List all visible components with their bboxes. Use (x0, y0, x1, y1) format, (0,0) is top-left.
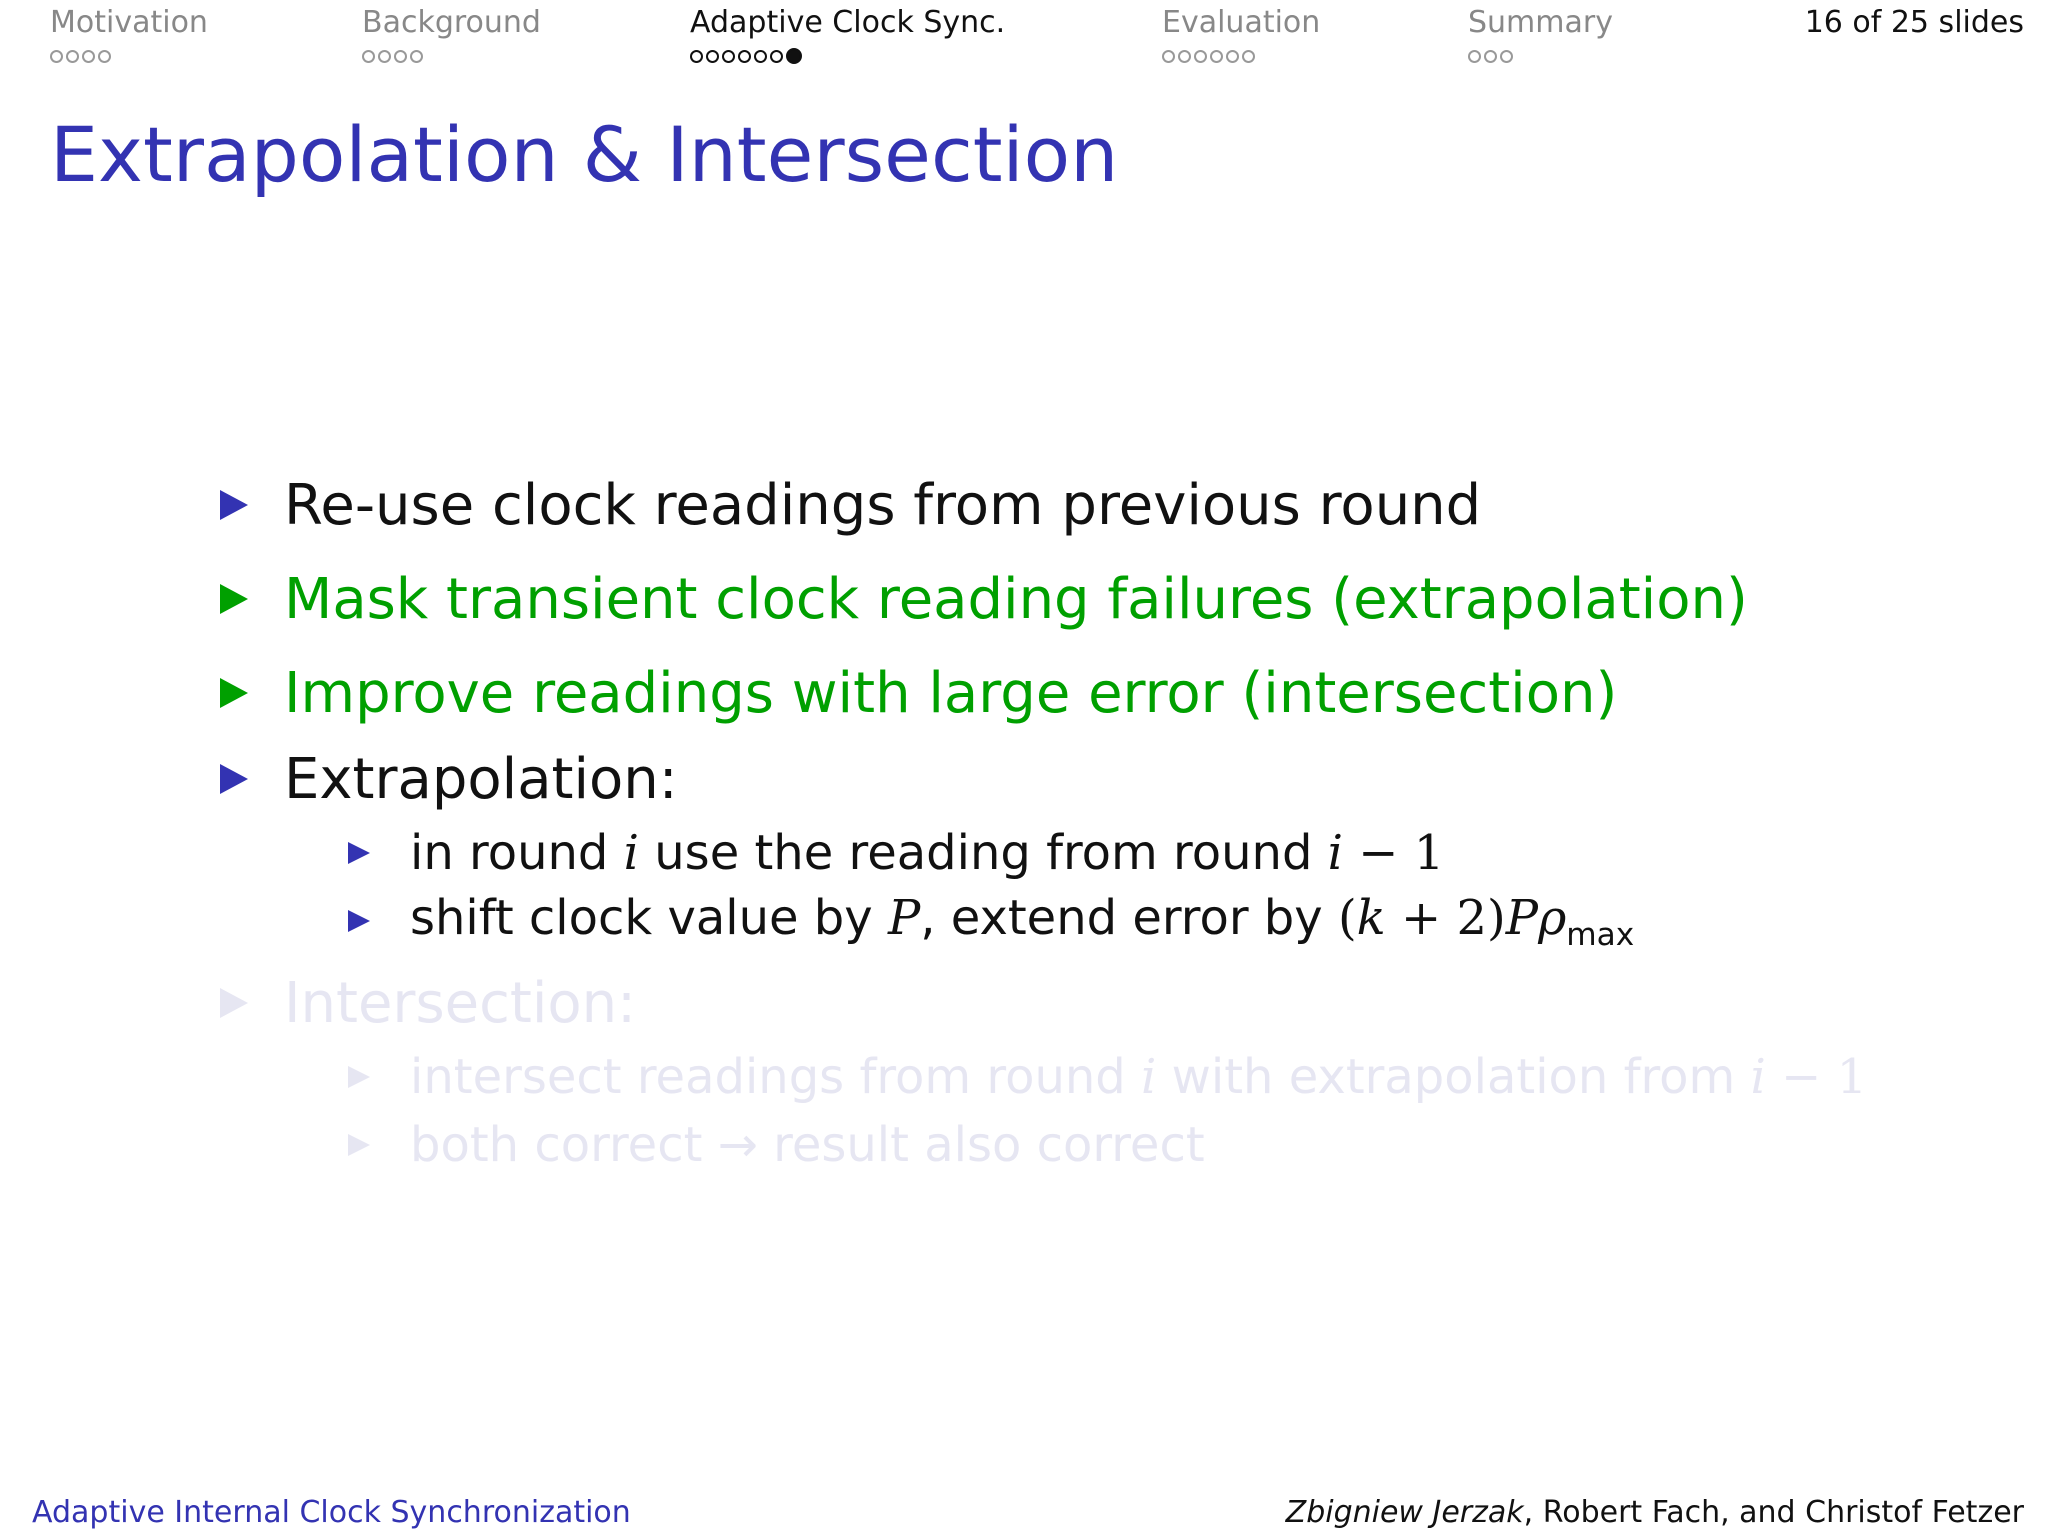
slide-dot[interactable] (1210, 50, 1223, 63)
nav-section-evaluation[interactable] (1162, 6, 1320, 65)
slide-dot[interactable] (50, 50, 63, 63)
bullet-triangle-icon (220, 584, 248, 614)
bullet-triangle-icon (220, 490, 248, 520)
slide-dot[interactable] (1484, 50, 1497, 63)
nav-section-label: Adaptive Clock Sync. (690, 5, 1006, 40)
slide-dot[interactable] (98, 50, 111, 63)
bullet-triangle-icon (220, 764, 248, 794)
slide-dot[interactable] (1468, 50, 1481, 63)
slide-dot[interactable] (82, 50, 95, 63)
sub-bullet-text: in round i use the reading from round i − 1 (410, 825, 1445, 881)
slide-dot[interactable] (378, 50, 391, 63)
bullet-item (220, 465, 1980, 545)
nav-progress-dots (1468, 47, 1613, 65)
nav-section-label: Evaluation (1162, 5, 1321, 40)
slide-dot[interactable] (1226, 50, 1239, 63)
slide-dot[interactable] (1500, 50, 1513, 63)
bullet-triangle-icon (348, 910, 370, 932)
bullet-text: Re-use clock readings from previous round (284, 472, 1482, 538)
slide-dot[interactable] (770, 50, 783, 63)
bullet-text: Intersection: (284, 970, 636, 1036)
slide-dot[interactable] (394, 50, 407, 63)
bullet-item (220, 653, 1980, 733)
current-slide-dot[interactable] (786, 48, 802, 64)
nav-section-label: Background (362, 5, 541, 40)
slide-dot[interactable] (410, 50, 423, 63)
nav-section-motivation[interactable] (50, 6, 208, 65)
nav-section-label: Motivation (50, 5, 208, 40)
nav-progress-dots (362, 47, 541, 65)
bullet-item (220, 559, 1980, 639)
footer-talk-title: Adaptive Internal Clock Synchronization (32, 1495, 631, 1530)
slide-dot[interactable] (1194, 50, 1207, 63)
nav-section-label: Summary (1468, 5, 1613, 40)
sub-bullet-text: shift clock value by P, extend error by $(k + 2)P\rho_{max}$ (410, 889, 1635, 953)
bullet-item (220, 739, 1980, 819)
slide-dot[interactable] (1162, 50, 1175, 63)
sub-bullet-text: both correct → result also correct (410, 1117, 1205, 1173)
slide-dot[interactable] (1178, 50, 1191, 63)
slide-dot[interactable] (362, 50, 375, 63)
nav-progress-dots (690, 47, 1005, 65)
sub-bullet-item (348, 1111, 1980, 1179)
bullet-text: Mask transient clock reading failures (extrapolation) (284, 566, 1748, 632)
footer-authors (1286, 1496, 2024, 1530)
slide-title: Extrapolation & Intersection (50, 110, 1119, 199)
bullet-triangle-icon (348, 1066, 370, 1088)
footer-presenter: Zbigniew Jerzak (1285, 1495, 1524, 1530)
sub-bullet-text: intersect readings from round i with extrapolation from i − 1 (410, 1049, 1868, 1105)
nav-section-adaptive-clock-sync[interactable] (690, 6, 1005, 65)
slide-dot[interactable] (754, 50, 767, 63)
sub-bullet-item (348, 1043, 1980, 1111)
sub-bullet-item (348, 887, 1980, 955)
slide-dot[interactable] (66, 50, 79, 63)
slide-dot[interactable] (1242, 50, 1255, 63)
slide-dot[interactable] (722, 50, 735, 63)
bullet-triangle-icon (348, 1134, 370, 1156)
bullet-triangle-icon (348, 842, 370, 864)
bullet-triangle-icon (220, 988, 248, 1018)
footer-coauthors: , Robert Fach, and Christof Fetzer (1523, 1495, 2024, 1530)
bullet-list (220, 465, 1980, 1179)
slide-dot[interactable] (706, 50, 719, 63)
nav-progress-dots (1162, 47, 1320, 65)
bullet-text: Improve readings with large error (intersection) (284, 660, 1618, 726)
bullet-triangle-icon (220, 678, 248, 708)
sub-bullet-item (348, 819, 1980, 887)
nav-progress-dots (50, 47, 208, 65)
bullet-item (220, 963, 1980, 1043)
slide-dot[interactable] (738, 50, 751, 63)
slide-counter: 16 of 25 slides (1804, 5, 2024, 40)
nav-section-background[interactable] (362, 6, 541, 65)
nav-section-summary[interactable] (1468, 6, 1613, 65)
slide-dot[interactable] (690, 50, 703, 63)
bullet-text: Extrapolation: (284, 746, 678, 812)
